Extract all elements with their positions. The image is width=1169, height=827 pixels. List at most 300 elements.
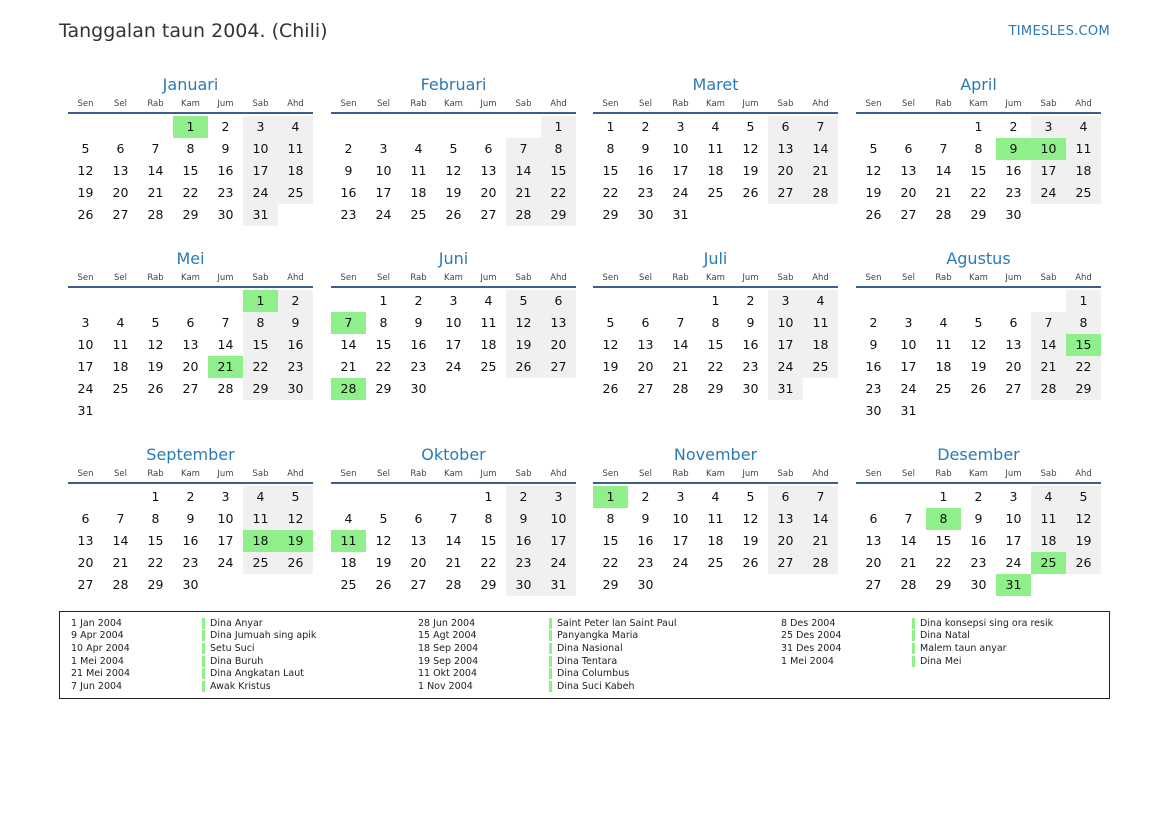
weekday-label: Kam [181, 469, 200, 479]
day-cell: 26 [77, 207, 94, 222]
weekday-label: Sen [77, 469, 94, 479]
day-cell: 27 [768, 182, 803, 204]
empty-cell [138, 116, 173, 138]
day-cell: 24 [1005, 555, 1022, 570]
day-cell: 30 [865, 403, 882, 418]
holiday-name: Dina Jumuah sing apik [210, 630, 317, 642]
day-cell: 30 [182, 577, 199, 592]
day-cell: 26 [147, 381, 164, 396]
day-cell: 3 [768, 290, 803, 312]
day-cell: 10 [243, 138, 278, 160]
day-cell: 27 [1005, 381, 1022, 396]
weekday-label: Kam [969, 469, 988, 479]
day-cell: 8 [974, 141, 983, 156]
empty-cell [856, 116, 891, 138]
empty-cell [471, 116, 506, 138]
day-cell: 2 [746, 293, 755, 308]
day-cell: 28 [803, 182, 838, 204]
day-cell: 23 [637, 555, 654, 570]
empty-cell [856, 290, 891, 312]
holiday-marker [912, 618, 915, 629]
weekday-label: Sen [602, 99, 619, 109]
day-cell: 25 [340, 577, 357, 592]
day-cell: 31 [541, 574, 576, 596]
day-cell: 24 [900, 381, 917, 396]
weekday-header [68, 466, 313, 484]
day-cell: 2 [641, 489, 650, 504]
day-cell: 13 [900, 163, 917, 178]
weekday-label: Sel [114, 99, 127, 109]
day-cell: 2 [506, 486, 541, 508]
holiday-row [60, 617, 316, 630]
day-cell: 11 [243, 508, 278, 530]
month-name: Februari [420, 75, 487, 94]
holiday-date: 21 Mei 2004 [71, 668, 130, 680]
day-cell: 24 [541, 552, 576, 574]
day-cell: 5 [1066, 486, 1101, 508]
weekday-label: Kam [706, 99, 725, 109]
holiday-row [60, 655, 316, 668]
weekday-label: Sen [340, 273, 357, 283]
weekday-header [856, 466, 1101, 484]
weekday-label: Rab [410, 99, 427, 109]
weekday-label: Sen [865, 273, 882, 283]
day-cell: 7 [939, 141, 948, 156]
day-cell: 14 [672, 337, 689, 352]
day-cell: 4 [414, 141, 423, 156]
weekday-label: Sab [515, 99, 532, 109]
day-cell: 23 [637, 185, 654, 200]
day-cell: 5 [506, 290, 541, 312]
day-cell: 29 [480, 577, 497, 592]
day-cell: 16 [970, 533, 987, 548]
day-cell: 22 [147, 555, 164, 570]
weekday-label: Kam [706, 469, 725, 479]
day-cell: 28 [506, 204, 541, 226]
day-cell: 15 [707, 337, 724, 352]
day-cell: 8 [606, 141, 615, 156]
holiday-marker [549, 643, 552, 654]
weekday-label: Ahd [550, 469, 567, 479]
day-grid [331, 116, 576, 226]
day-cell: 2 [278, 290, 313, 312]
day-cell: 6 [541, 290, 576, 312]
day-cell: 23 [1005, 185, 1022, 200]
day-grid [68, 486, 313, 596]
day-cell: 3 [676, 489, 685, 504]
day-cell: 28 [1031, 378, 1066, 400]
day-cell: 17 [541, 530, 576, 552]
day-cell: 4 [711, 489, 720, 504]
empty-cell [436, 486, 471, 508]
day-cell: 5 [974, 315, 983, 330]
weekday-label: Rab [935, 469, 952, 479]
day-cell: 13 [768, 138, 803, 160]
holiday-day-cell: 1 [243, 290, 278, 312]
weekday-label: Sen [77, 99, 94, 109]
day-grid [593, 116, 838, 226]
day-cell: 29 [1066, 378, 1101, 400]
empty-cell [366, 116, 401, 138]
day-cell: 7 [506, 138, 541, 160]
day-cell: 22 [935, 555, 952, 570]
holiday-marker [202, 643, 205, 654]
holiday-marker [912, 630, 915, 641]
day-cell: 21 [672, 359, 689, 374]
day-cell: 28 [803, 552, 838, 574]
holiday-marker [549, 681, 552, 692]
holiday-date: 19 Sep 2004 [418, 655, 479, 667]
weekday-header [856, 96, 1101, 114]
day-cell: 25 [707, 185, 724, 200]
empty-cell [663, 290, 698, 312]
weekday-label: Ahd [1075, 469, 1092, 479]
weekday-label: Sel [639, 273, 652, 283]
day-cell: 2 [221, 119, 230, 134]
day-cell: 29 [375, 381, 392, 396]
day-cell: 1 [151, 489, 160, 504]
day-cell: 9 [221, 141, 230, 156]
day-cell: 31 [900, 403, 917, 418]
day-cell: 15 [970, 163, 987, 178]
day-cell: 7 [904, 511, 913, 526]
day-cell: 19 [506, 334, 541, 356]
day-cell: 25 [707, 555, 724, 570]
weekday-label: Sab [777, 469, 794, 479]
holiday-row [770, 655, 1053, 668]
weekday-label: Sab [1040, 99, 1057, 109]
holiday-day-cell: 1 [173, 116, 208, 138]
weekday-label: Kam [969, 99, 988, 109]
day-cell: 22 [602, 185, 619, 200]
weekday-label: Sel [902, 273, 915, 283]
day-cell: 12 [147, 337, 164, 352]
day-cell: 4 [116, 315, 125, 330]
day-cell: 2 [414, 293, 423, 308]
day-cell: 12 [970, 337, 987, 352]
day-cell: 29 [243, 378, 278, 400]
holiday-row [770, 617, 1053, 630]
day-cell: 23 [865, 381, 882, 396]
day-cell: 12 [77, 163, 94, 178]
day-cell: 10 [375, 163, 392, 178]
holiday-marker [202, 618, 205, 629]
day-cell: 12 [742, 141, 759, 156]
day-cell: 28 [147, 207, 164, 222]
day-cell: 10 [1005, 511, 1022, 526]
day-cell: 20 [1005, 359, 1022, 374]
day-cell: 10 [445, 315, 462, 330]
holiday-marker [912, 643, 915, 654]
holiday-column [60, 617, 316, 693]
day-cell: 20 [77, 555, 94, 570]
day-cell: 9 [414, 315, 423, 330]
holiday-day-cell: 7 [331, 312, 366, 334]
day-cell: 19 [1066, 530, 1101, 552]
day-cell: 12 [375, 533, 392, 548]
weekday-label: Sel [902, 99, 915, 109]
weekday-label: Jum [480, 273, 497, 283]
day-cell: 12 [445, 163, 462, 178]
day-cell: 27 [182, 381, 199, 396]
day-cell: 20 [768, 160, 803, 182]
day-cell: 8 [484, 511, 493, 526]
day-cell: 30 [278, 378, 313, 400]
day-cell: 5 [869, 141, 878, 156]
day-cell: 7 [1031, 312, 1066, 334]
holiday-name: Dina Anyar [210, 617, 263, 629]
day-cell: 22 [375, 359, 392, 374]
day-cell: 22 [541, 182, 576, 204]
weekday-label: Sab [515, 469, 532, 479]
day-cell: 15 [602, 533, 619, 548]
day-cell: 11 [707, 511, 724, 526]
day-cell: 20 [410, 555, 427, 570]
day-cell: 19 [375, 555, 392, 570]
day-cell: 21 [506, 182, 541, 204]
month-name: Oktober [421, 445, 486, 464]
weekday-header [331, 96, 576, 114]
day-cell: 16 [742, 337, 759, 352]
weekday-label: Rab [147, 99, 164, 109]
holiday-name: Dina Tentara [557, 655, 618, 667]
day-grid [331, 486, 576, 596]
weekday-header [856, 270, 1101, 288]
day-cell: 4 [278, 116, 313, 138]
weekday-label: Sab [1040, 273, 1057, 283]
day-cell: 19 [445, 185, 462, 200]
day-cell: 7 [449, 511, 458, 526]
day-cell: 21 [803, 160, 838, 182]
holiday-date: 1 Nov 2004 [418, 680, 473, 692]
weekday-header [68, 270, 313, 288]
empty-cell [506, 116, 541, 138]
day-cell: 25 [803, 356, 838, 378]
holiday-row [770, 630, 1053, 643]
day-cell: 16 [217, 163, 234, 178]
day-cell: 25 [243, 552, 278, 574]
empty-cell [593, 290, 628, 312]
day-cell: 11 [410, 163, 427, 178]
weekday-header [68, 96, 313, 114]
empty-cell [891, 290, 926, 312]
day-cell: 18 [278, 160, 313, 182]
holiday-name: Dina Suci Kabeh [557, 680, 635, 692]
holiday-day-cell: 10 [1031, 138, 1066, 160]
day-cell: 1 [939, 489, 948, 504]
day-cell: 14 [1031, 334, 1066, 356]
holiday-name: Malem taun anyar [920, 642, 1007, 654]
day-cell: 17 [1031, 160, 1066, 182]
day-cell: 12 [742, 511, 759, 526]
day-cell: 20 [900, 185, 917, 200]
day-cell: 29 [970, 207, 987, 222]
weekday-label: Sel [114, 273, 127, 283]
day-cell: 2 [344, 141, 353, 156]
day-cell: 6 [1009, 315, 1018, 330]
weekday-label: Sab [252, 469, 269, 479]
day-cell: 4 [1031, 486, 1066, 508]
day-cell: 22 [182, 185, 199, 200]
weekday-label: Jum [480, 99, 497, 109]
weekday-label: Jum [742, 273, 759, 283]
day-cell: 6 [641, 315, 650, 330]
month-name: Januari [162, 75, 219, 94]
day-cell: 29 [182, 207, 199, 222]
day-cell: 4 [803, 290, 838, 312]
weekday-label: Rab [147, 469, 164, 479]
day-cell: 9 [278, 312, 313, 334]
holiday-row [60, 630, 316, 643]
day-cell: 30 [637, 207, 654, 222]
day-cell: 13 [77, 533, 94, 548]
day-cell: 29 [707, 381, 724, 396]
day-cell: 24 [77, 381, 94, 396]
day-cell: 18 [803, 334, 838, 356]
day-cell: 15 [147, 533, 164, 548]
day-cell: 16 [182, 533, 199, 548]
day-cell: 14 [340, 337, 357, 352]
day-cell: 11 [480, 315, 497, 330]
day-cell: 20 [768, 530, 803, 552]
day-cell: 28 [935, 207, 952, 222]
day-cell: 7 [676, 315, 685, 330]
holiday-day-cell: 21 [208, 356, 243, 378]
day-grid [593, 486, 838, 596]
day-cell: 21 [1031, 356, 1066, 378]
holiday-name: Awak Kristus [210, 680, 271, 692]
day-cell: 30 [217, 207, 234, 222]
day-cell: 13 [541, 312, 576, 334]
day-cell: 15 [480, 533, 497, 548]
holiday-marker [912, 656, 915, 667]
day-cell: 17 [672, 163, 689, 178]
day-cell: 1 [711, 293, 720, 308]
day-cell: 10 [672, 141, 689, 156]
weekday-label: Ahd [812, 273, 829, 283]
day-cell: 12 [1066, 508, 1101, 530]
day-cell: 6 [768, 486, 803, 508]
day-cell: 12 [278, 508, 313, 530]
day-cell: 27 [480, 207, 497, 222]
day-cell: 3 [449, 293, 458, 308]
day-cell: 26 [1066, 552, 1101, 574]
day-cell: 7 [221, 315, 230, 330]
day-cell: 6 [81, 511, 90, 526]
holiday-row [407, 667, 677, 680]
day-cell: 5 [746, 489, 755, 504]
day-cell: 15 [935, 533, 952, 548]
month-name: Juni [438, 249, 469, 268]
day-cell: 11 [112, 337, 129, 352]
day-cell: 11 [935, 337, 952, 352]
weekday-label: Sen [340, 99, 357, 109]
weekday-label: Sen [340, 469, 357, 479]
empty-cell [401, 116, 436, 138]
day-cell: 29 [602, 577, 619, 592]
day-cell: 17 [672, 533, 689, 548]
month-september [68, 444, 313, 596]
day-cell: 14 [935, 163, 952, 178]
site-link[interactable]: TIMESLES.COM [1008, 24, 1110, 39]
day-cell: 10 [672, 511, 689, 526]
empty-cell [103, 116, 138, 138]
day-cell: 15 [182, 163, 199, 178]
day-cell: 22 [707, 359, 724, 374]
day-cell: 25 [112, 381, 129, 396]
day-cell: 9 [869, 337, 878, 352]
month-juli [593, 248, 838, 400]
month-januari [68, 74, 313, 226]
day-cell: 31 [768, 378, 803, 400]
holiday-marker [202, 681, 205, 692]
day-grid [593, 290, 838, 400]
holiday-date: 7 Jun 2004 [71, 680, 123, 692]
month-name: Juli [703, 249, 728, 268]
day-cell: 19 [865, 185, 882, 200]
empty-cell [138, 290, 173, 312]
empty-cell [68, 486, 103, 508]
holiday-date: 1 Mei 2004 [71, 655, 124, 667]
day-cell: 30 [637, 577, 654, 592]
day-cell: 26 [445, 207, 462, 222]
weekday-label: Rab [410, 273, 427, 283]
day-cell: 19 [970, 359, 987, 374]
day-cell: 25 [278, 182, 313, 204]
day-cell: 23 [506, 552, 541, 574]
day-cell: 9 [974, 511, 983, 526]
weekday-label: Kam [706, 273, 725, 283]
day-cell: 18 [1031, 530, 1066, 552]
holiday-name: Saint Peter lan Saint Paul [557, 617, 677, 629]
holiday-marker [549, 618, 552, 629]
day-cell: 8 [243, 312, 278, 334]
holiday-date: 8 Des 2004 [781, 617, 836, 629]
holiday-name: Dina Mei [920, 655, 962, 667]
day-cell: 7 [151, 141, 160, 156]
day-cell: 13 [768, 508, 803, 530]
empty-cell [331, 486, 366, 508]
holiday-row [407, 630, 677, 643]
holiday-row [407, 680, 677, 693]
day-cell: 9 [641, 511, 650, 526]
holiday-column [770, 617, 1053, 667]
day-cell: 26 [602, 381, 619, 396]
holiday-name: Dina Natal [920, 630, 970, 642]
day-cell: 1 [1066, 290, 1101, 312]
holiday-name: Setu Suci [210, 642, 255, 654]
day-cell: 11 [278, 138, 313, 160]
day-grid [856, 290, 1101, 422]
day-cell: 21 [445, 555, 462, 570]
day-cell: 1 [974, 119, 983, 134]
day-cell: 8 [186, 141, 195, 156]
day-cell: 26 [970, 381, 987, 396]
weekday-label: Jum [480, 469, 497, 479]
weekday-label: Kam [444, 469, 463, 479]
weekday-label: Ahd [287, 273, 304, 283]
day-grid [68, 116, 313, 226]
day-cell: 19 [77, 185, 94, 200]
day-cell: 6 [186, 315, 195, 330]
weekday-label: Rab [410, 469, 427, 479]
day-cell: 29 [602, 207, 619, 222]
day-cell: 2 [641, 119, 650, 134]
weekday-label: Sab [777, 99, 794, 109]
day-cell: 19 [147, 359, 164, 374]
day-cell: 4 [243, 486, 278, 508]
weekday-label: Rab [672, 99, 689, 109]
